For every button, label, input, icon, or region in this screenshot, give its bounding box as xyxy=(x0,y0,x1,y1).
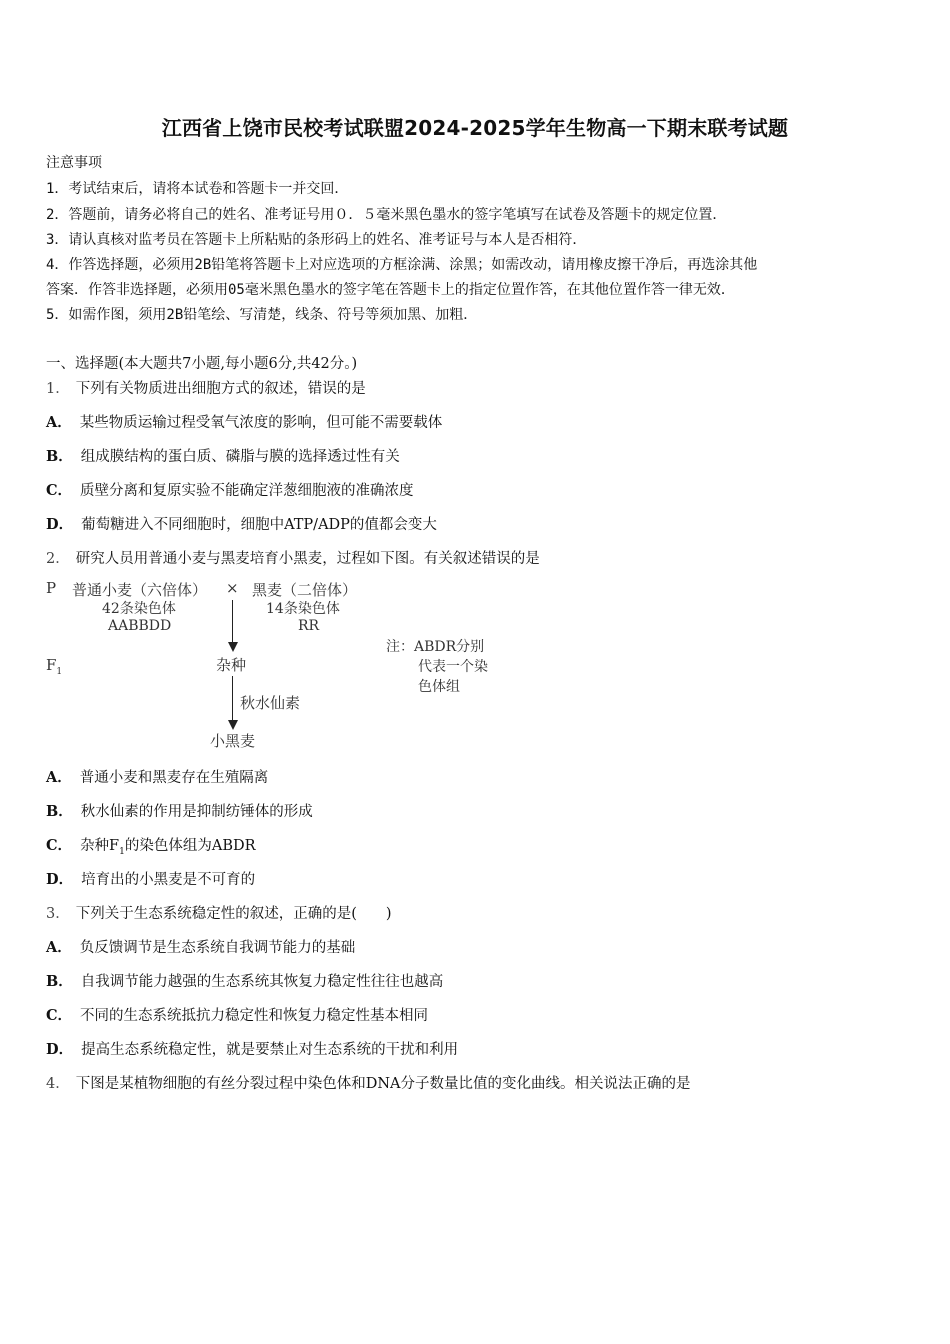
question-stem xyxy=(46,1072,691,1093)
option-text: 不同的生态系统抵抗力稳定性和恢复力稳定性基本相同 xyxy=(80,1008,429,1024)
notice-item: 2．答题前，请务必将自己的姓名、准考证号用０．５毫米黑色墨水的签字笔填写在试卷及答题卡的规定位置． xyxy=(46,207,727,223)
question-text: 研究人员用普通小麦与黑麦培育小黑麦，过程如下图。有关叙述错误的是 xyxy=(75,551,540,567)
question-stem xyxy=(46,547,540,568)
option-label: C． xyxy=(46,837,73,854)
option-label: A． xyxy=(46,414,72,431)
parent2-chromosomes: 14条染色体 xyxy=(266,601,340,617)
option-a xyxy=(46,766,268,787)
option-label: A． xyxy=(46,769,72,786)
option-b xyxy=(46,445,400,466)
option-text: 普通小麦和黑麦存在生殖隔离 xyxy=(79,770,269,786)
option-b xyxy=(46,800,313,821)
option-label: C． xyxy=(46,482,73,499)
question-number: 2． xyxy=(46,551,70,567)
option-text: 葡萄糖进入不同细胞时，细胞中ATP/ADP的值都会变大 xyxy=(81,517,437,533)
breeding-diagram xyxy=(40,574,520,754)
question-text: 下图是某植物细胞的有丝分裂过程中染色体和DNA分子数量比值的变化曲线。相关说法正确的是 xyxy=(75,1076,691,1092)
subscript: 1 xyxy=(119,846,125,857)
exam-title: 江西省上饶市民校考试联盟2024-2025学年生物高一下期末联考试题 xyxy=(161,116,789,140)
notice-item: 1．考试结束后，请将本试卷和答题卡一并交回． xyxy=(46,181,349,197)
note-line: 色体组 xyxy=(418,679,460,695)
option-text: 提高生态系统稳定性，就是要禁止对生态系统的干扰和利用 xyxy=(81,1042,459,1058)
notice-heading: 注意事项 xyxy=(46,155,102,171)
option-d xyxy=(46,513,437,534)
question-text: 下列关于生态系统稳定性的叙述，正确的是( ) xyxy=(75,906,392,922)
parent1-genome: AABBDD xyxy=(108,618,172,634)
product-label: 小黑麦 xyxy=(210,732,256,750)
option-label: D． xyxy=(46,1041,74,1058)
notice-item: 5．如需作图，须用2B铅笔绘、写清楚，线条、符号等须加黑、加粗． xyxy=(46,307,478,323)
option-a xyxy=(46,411,442,432)
option-label: D． xyxy=(46,871,74,888)
parent2-genome: RR xyxy=(298,618,320,634)
hybrid-label: 杂种 xyxy=(216,656,247,674)
note-line: 代表一个染 xyxy=(418,659,488,675)
option-text: 组成膜结构的蛋白质、磷脂与膜的选择透过性有关 xyxy=(80,449,400,465)
treatment-label: 秋水仙素 xyxy=(240,694,301,712)
option-text: 秋水仙素的作用是抑制纺锤体的形成 xyxy=(80,804,313,820)
cross-symbol: × xyxy=(226,579,239,597)
question-number: 3． xyxy=(46,906,70,922)
option-d xyxy=(46,868,255,889)
option-c xyxy=(46,1004,428,1025)
note-line: 注：ABDR分别 xyxy=(386,639,485,655)
option-text: 自我调节能力越强的生态系统其恢复力稳定性往往也越高 xyxy=(80,974,444,990)
section-heading: 一、选择题(本大题共7小题,每小题6分,共42分。) xyxy=(46,356,358,372)
option-text: 某些物质运输过程受氧气浓度的影响，但可能不需要载体 xyxy=(79,415,443,431)
parent1-chromosomes: 42条染色体 xyxy=(102,601,176,617)
f1-label: $F_1$ xyxy=(46,656,63,677)
notice-item: 3．请认真核对监考员在答题卡上所粘贴的条形码上的姓名、准考证号与本人是否相符． xyxy=(46,232,587,248)
notice-item: 答案．作答非选择题，必须用05毫米黑色墨水的签字笔在答题卡上的指定位置作答，在其他位置作答一律无效． xyxy=(46,282,735,298)
option-d xyxy=(46,1038,458,1059)
parent1-label: 普通小麦（六倍体） xyxy=(72,581,208,599)
question-stem xyxy=(46,902,392,923)
option-text: 的染色体组为ABDR xyxy=(124,838,256,854)
option-label: B． xyxy=(46,803,73,820)
option-c xyxy=(46,834,256,857)
option-text: 杂种F xyxy=(80,838,120,854)
arrow-shaft xyxy=(232,600,233,644)
question-number: 4． xyxy=(46,1076,70,1092)
option-label: B． xyxy=(46,973,73,990)
question-number: 1． xyxy=(46,381,70,397)
option-text: 培育出的小黑麦是不可育的 xyxy=(81,872,256,888)
option-label: A． xyxy=(46,939,72,956)
arrow-shaft xyxy=(232,676,233,722)
notice-item: 4．作答选择题，必须用2B铅笔将答题卡上对应选项的方框涂满、涂黑；如需改动，请用橡皮擦干净后，再选涂其他 xyxy=(46,257,758,273)
option-text: 负反馈调节是生态系统自我调节能力的基础 xyxy=(79,940,356,956)
arrow-down-icon xyxy=(228,720,238,730)
option-label: D． xyxy=(46,516,74,533)
parent2-label: 黑麦（二倍体） xyxy=(252,581,358,599)
option-label: B． xyxy=(46,448,73,465)
arrow-down-icon xyxy=(228,642,238,652)
p-label: P xyxy=(46,579,57,597)
option-a xyxy=(46,936,355,957)
question-text: 下列有关物质进出细胞方式的叙述，错误的是 xyxy=(75,381,366,397)
option-b xyxy=(46,970,443,991)
option-label: C． xyxy=(46,1007,73,1024)
option-text: 质壁分离和复原实验不能确定洋葱细胞液的准确浓度 xyxy=(80,483,414,499)
question-stem xyxy=(46,377,366,398)
option-c xyxy=(46,479,414,500)
